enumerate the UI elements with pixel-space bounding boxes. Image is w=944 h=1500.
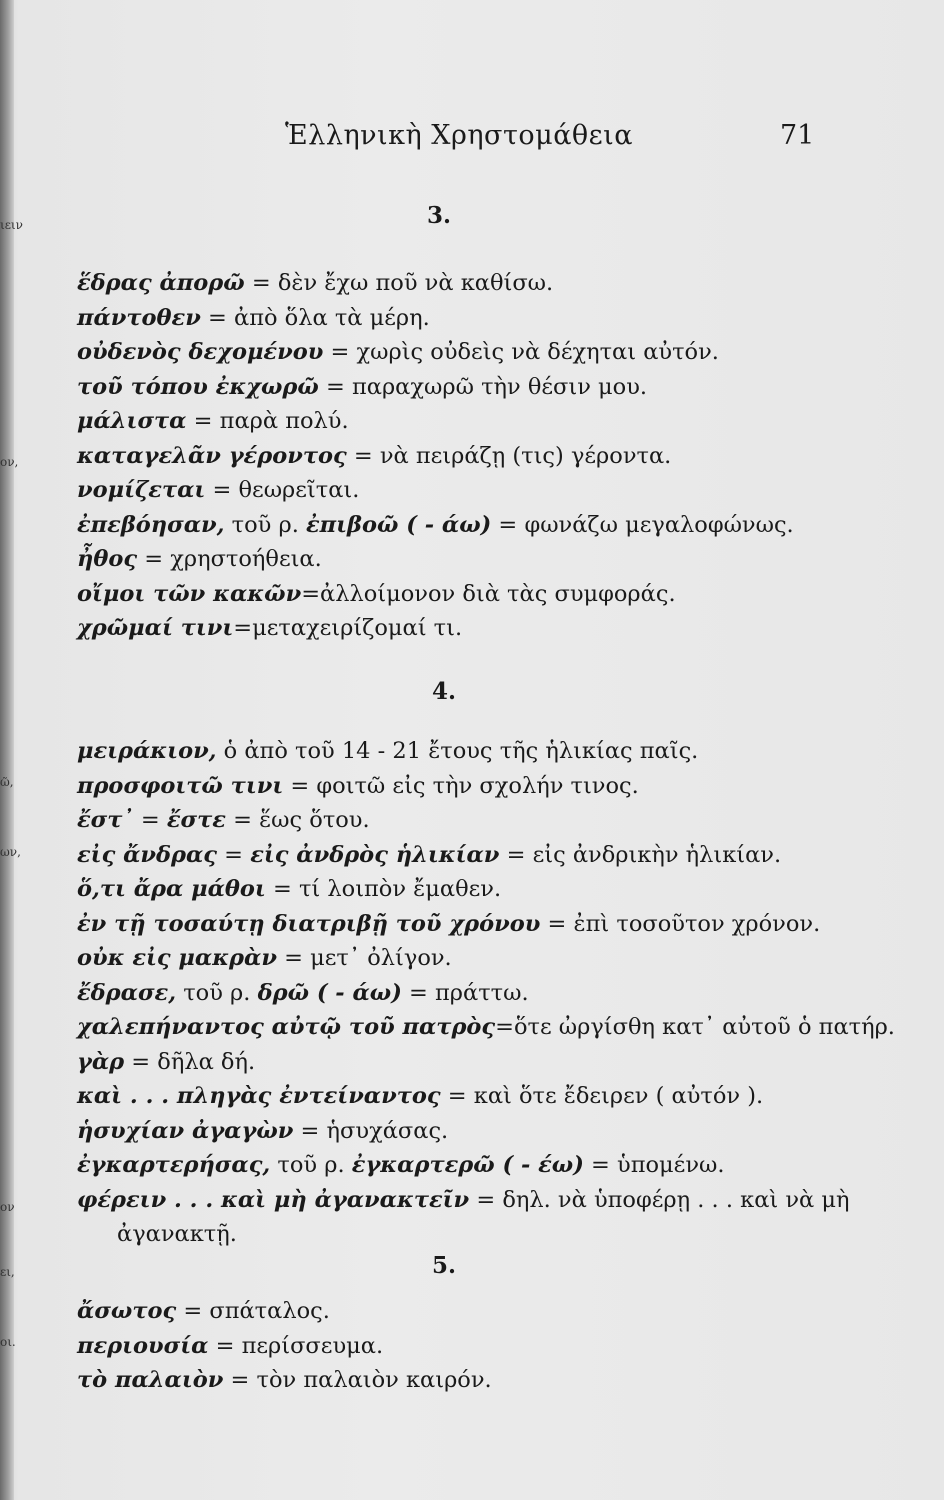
glossary-entry: οὐδενὸς δεχομένου = χωρὶς οὐδεὶς νὰ δέχηται αὐτόν.: [77, 339, 719, 365]
glossary-entry: γὰρ = δῆλα δή.: [77, 1048, 256, 1075]
section-5-glossary: [77, 1294, 837, 1398]
glossary-entry: μειράκιον, ὁ ἀπὸ τοῦ 14 - 21 ἔτους τῆς ἡλικίας παῖς.: [77, 738, 699, 764]
page-header: [0, 120, 944, 160]
edge-fragment: ον,: [0, 455, 19, 469]
glossary-entry: καὶ . . . πληγὰς ἐντείναντος = καὶ ὅτε ἔδειρεν ( αὐτόν ).: [77, 1083, 764, 1109]
edge-fragment: οι.: [0, 1335, 16, 1349]
glossary-entry: οἴμοι τῶν κακῶν=ἀλλοίμονον διὰ τὰς συμφοράς.: [77, 580, 676, 607]
section-number: 4.: [432, 678, 457, 705]
glossary-entry: ἕδρας ἀπορῶ = δὲν ἔχω ποῦ νὰ καθίσω.: [77, 270, 554, 296]
glossary-entry: τὸ παλαιὸν = τὸν παλαιὸν καιρόν.: [77, 1367, 492, 1393]
glossary-entry: ἐν τῇ τοσαύτῃ διατριβῇ τοῦ χρόνου = ἐπὶ τοσοῦτον χρόνον.: [77, 910, 821, 937]
glossary-entry: πάντοθεν = ἀπὸ ὅλα τὰ μέρη.: [77, 304, 430, 331]
section-number: 5.: [432, 1252, 457, 1279]
glossary-entry: μάλιστα = παρὰ πολύ.: [77, 408, 349, 434]
glossary-entry: φέρειν . . . καὶ μὴ ἀγανακτεῖν = δηλ. νὰ ὑποφέρῃ . . . καὶ νὰ μὴ: [77, 1186, 850, 1213]
glossary-entry: ἐπεβόησαν, τοῦ ρ. ἐπιβοῶ ( - άω) = φωνάζω μεγαλοφώνως.: [77, 511, 794, 538]
glossary-entry: ἔδρασε, τοῦ ρ. δρῶ ( - άω) = πράττω.: [77, 979, 529, 1006]
glossary-entry: εἰς ἄνδρας = εἰς ἀνδρὸς ἡλικίαν = εἰς ἀνδρικὴν ἡλικίαν.: [77, 841, 782, 868]
glossary-entry: περιουσία = περίσσευμα.: [77, 1332, 384, 1359]
glossary-entry: ἄσωτος = σπάταλος.: [77, 1298, 330, 1324]
glossary-entry: χαλεπήναντος αὐτῷ τοῦ πατρὸς=ὅτε ὠργίσθη κατ᾽ αὐτοῦ ὁ πατήρ.: [77, 1014, 895, 1040]
section-3-glossary: [77, 266, 837, 646]
edge-fragment: ῶ,: [0, 775, 14, 789]
glossary-entry: ἡσυχίαν ἀγαγὼν = ἡσυχάσας.: [77, 1117, 449, 1144]
edge-fragment: ων,: [0, 845, 21, 859]
edge-fragment: ιειν: [0, 218, 23, 232]
glossary-entry: νομίζεται = θεωρεῖται.: [77, 477, 360, 503]
section-number: 3.: [427, 202, 452, 229]
glossary-entry: ἦθος = χρηστοήθεια.: [77, 546, 322, 572]
glossary-entry: τοῦ τόπου ἐκχωρῶ = παραχωρῶ τὴν θέσιν μου.: [77, 373, 648, 400]
running-title: Ἑλληνικὴ Χρηστομάθεια: [285, 120, 633, 151]
glossary-entry: προσφοιτῶ τινι = φοιτῶ εἰς τὴν σχολήν τινος.: [77, 772, 639, 799]
glossary-entry: οὐκ εἰς μακρὰν = μετ᾽ ὀλίγον.: [77, 945, 452, 971]
page-number: 71: [780, 120, 815, 151]
glossary-entry-continuation: ἀγανακτῇ.: [117, 1221, 237, 1247]
glossary-entry: ἔστ᾽ = ἔστε = ἕως ὅτου.: [77, 807, 370, 833]
glossary-entry: καταγελᾶν γέροντος = νὰ πειράζῃ (τις) γέροντα.: [77, 442, 672, 469]
section-4-glossary: [77, 734, 895, 1252]
glossary-entry: ἐγκαρτερήσας, τοῦ ρ. ἐγκαρτερῶ ( - έω) = ὑπομένω.: [77, 1152, 725, 1178]
edge-fragment: ον: [0, 1200, 15, 1214]
edge-fragment: ει,: [0, 1265, 15, 1279]
glossary-entry: ὅ,τι ἄρα μάθοι = τί λοιπὸν ἔμαθεν.: [77, 876, 502, 902]
glossary-entry: χρῶμαί τινι=μεταχειρίζομαί τι.: [77, 615, 463, 641]
